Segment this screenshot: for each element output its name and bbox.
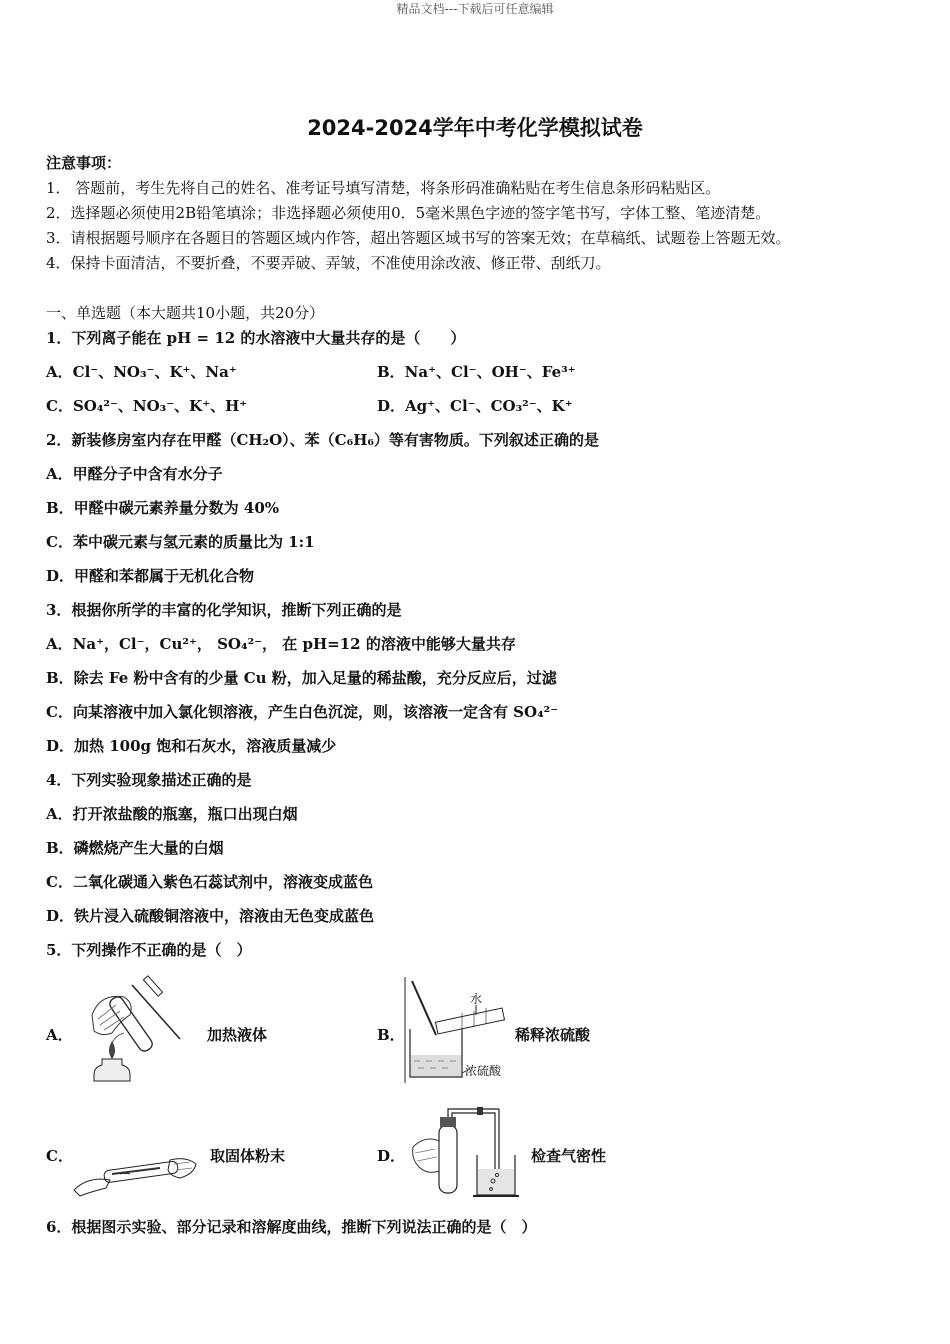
- q5-option-a-letter: A．: [46, 1026, 73, 1044]
- q5-option-d-letter: D．: [377, 1147, 406, 1165]
- q4-option-d: D．铁片浸入硫酸铜溶液中，溶液由无色变成蓝色: [46, 907, 375, 925]
- take-powder-figure: [70, 1150, 200, 1200]
- q1-option-d: D．Ag⁺、Cl⁻、CO₃²⁻、K⁺: [377, 397, 573, 415]
- heating-liquid-figure: [72, 975, 192, 1083]
- q2-option-c: C．苯中碳元素与氢元素的质量比为 1:1: [46, 533, 315, 551]
- notice-item-4: 4．保持卡面清洁，不要折叠，不要弄破、弄皱，不准使用涂改液、修正带、刮纸刀。: [46, 254, 611, 272]
- q4-option-a: A．打开浓盐酸的瓶塞，瓶口出现白烟: [46, 805, 298, 823]
- q2-stem: 2．新装修房室内存在甲醛（CH₂O）、苯（C₆H₆）等有害物质。下列叙述正确的是: [46, 431, 599, 449]
- q4-stem: 4．下列实验现象描述正确的是: [46, 771, 252, 789]
- q5-option-b-letter: B．: [377, 1026, 405, 1044]
- q3-option-c: C．向某溶液中加入氯化钡溶液，产生白色沉淀，则，该溶液一定含有 SO₄²⁻: [46, 703, 559, 721]
- q4-option-b: B．磷燃烧产生大量的白烟: [46, 839, 224, 857]
- q1-stem: 1．下列离子能在 pH = 12 的水溶液中大量共存的是（ ）: [46, 329, 466, 347]
- q5-option-d-text: 检查气密性: [531, 1147, 607, 1165]
- notice-heading: 注意事项：: [46, 154, 122, 172]
- label-water: 水: [470, 992, 483, 1006]
- q1-option-b: B．Na⁺、Cl⁻、OH⁻、Fe³⁺: [377, 363, 576, 381]
- q5-option-c-letter: C．: [46, 1147, 73, 1165]
- q2-option-a: A．甲醛分子中含有水分子: [46, 465, 223, 483]
- notice-item-2: 2．选择题必须使用2B铅笔填涂；非选择题必须使用0．5毫米黑色字迹的签字笔书写，字体工整、笔迹清楚。: [46, 204, 771, 222]
- q5-stem: 5．下列操作不正确的是（ ）: [46, 941, 252, 959]
- notice-item-1: 1． 答题前，考生先将自己的姓名、准考证号填写清楚，将条形码准确粘贴在考生信息条形码粘贴区。: [46, 179, 721, 197]
- notice-item-3: 3．请根据题号顺序在各题目的答题区域内作答，超出答题区域书写的答案无效；在草稿纸、试题卷上答题无效。: [46, 229, 791, 247]
- q5-option-a-text: 加热液体: [207, 1026, 268, 1044]
- airtight-check-figure: [405, 1105, 520, 1200]
- q6-stem: 6．根据图示实验、部分记录和溶解度曲线，推断下列说法正确的是（ ）: [46, 1218, 537, 1236]
- q2-option-b: B．甲醛中碳元素养量分数为 40%: [46, 499, 280, 517]
- page-header: 精品文档---下载后可任意编辑: [396, 2, 554, 16]
- q4-option-c: C．二氧化碳通入紫色石蕊试剂中，溶液变成蓝色: [46, 873, 373, 891]
- q3-option-a: A．Na⁺，Cl⁻，Cu²⁺， SO₄²⁻， 在 pH=12 的溶液中能够大量共存: [46, 635, 516, 653]
- q5-option-b-text: 稀释浓硫酸: [515, 1026, 591, 1044]
- q2-option-d: D．甲醛和苯都属于无机化合物: [46, 567, 255, 585]
- q5-option-c-text: 取固体粉末: [210, 1147, 286, 1165]
- q1-option-c: C．SO₄²⁻、NO₃⁻、K⁺、H⁺: [46, 397, 248, 415]
- q1-option-a: A．Cl⁻、NO₃⁻、K⁺、Na⁺: [46, 363, 237, 381]
- page-title: 2024-2024学年中考化学模拟试卷: [307, 116, 643, 140]
- section-heading: 一、单选题（本大题共10小题，共20分）: [46, 304, 325, 322]
- q3-option-d: D．加热 100g 饱和石灰水，溶液质量减少: [46, 737, 337, 755]
- q3-stem: 3．根据你所学的丰富的化学知识，推断下列正确的是: [46, 601, 402, 619]
- label-conc-acid: 浓硫酸: [465, 1064, 502, 1078]
- q3-option-b: B．除去 Fe 粉中含有的少量 Cu 粉，加入足量的稀盐酸，充分反应后，过滤: [46, 669, 557, 687]
